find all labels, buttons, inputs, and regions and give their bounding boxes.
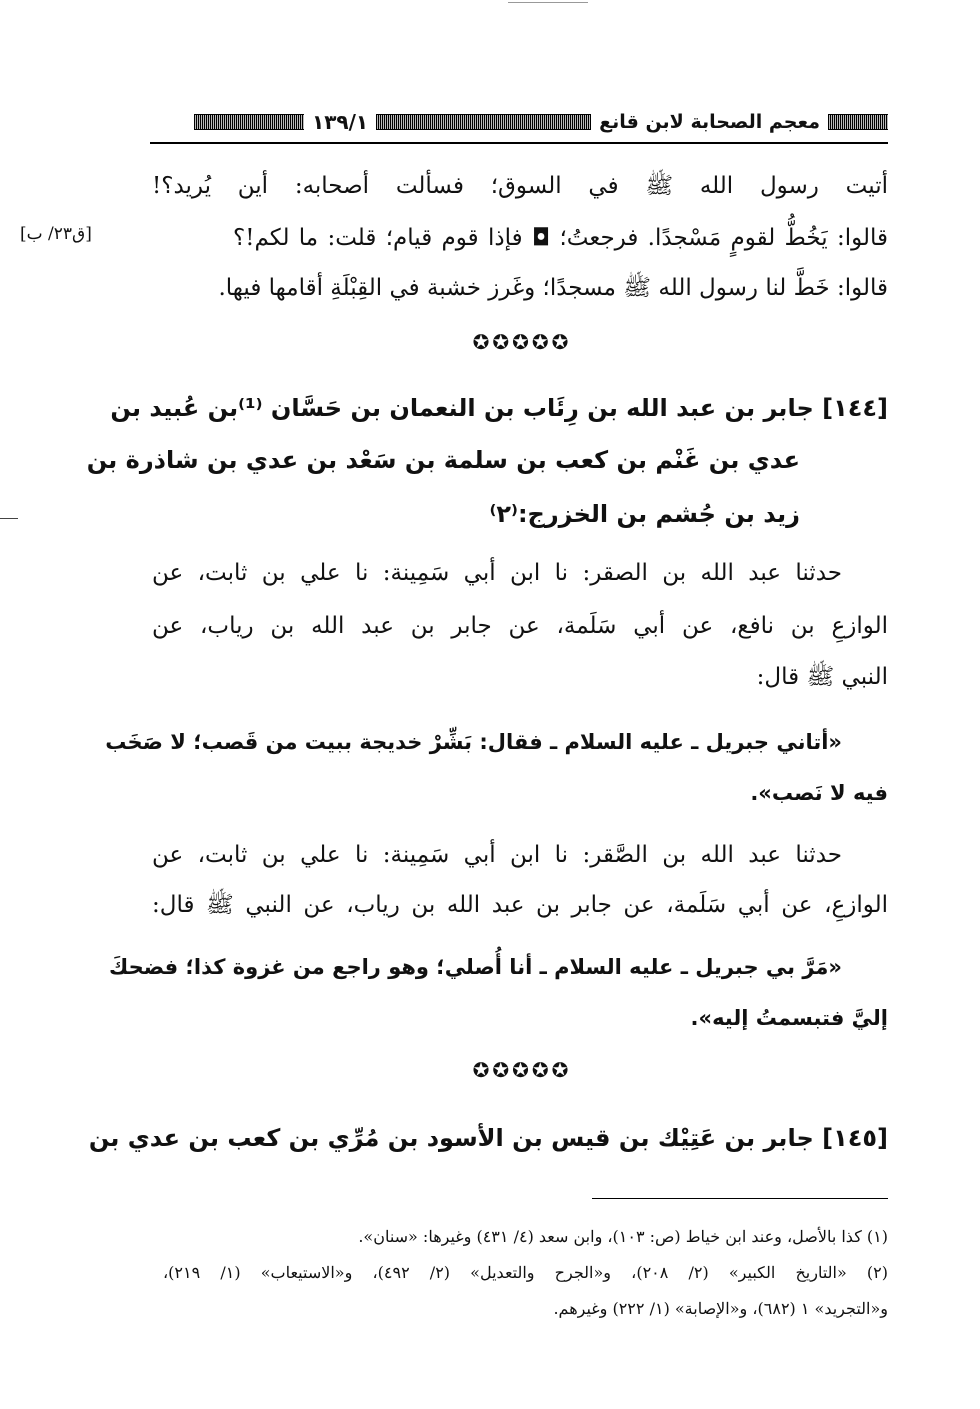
page-header: [150, 104, 888, 140]
footnote-line: (٢) «التاريخ الكبير» (٢/ ٢٠٨)، و«الجرح والتعديل» (٢/ ٤٩٢)، و«الاستيعاب» (١/ ٢١٩)،: [163, 1263, 889, 1282]
section-separator: ✪✪✪✪✪: [472, 330, 572, 354]
text-line: الوازعِ، عن أبي سَلَمة، عن جابر بن عبد الله بن رياب، عن النبي ﷺ قال:: [152, 892, 888, 918]
text-line: النبي ﷺ قال:: [756, 664, 888, 690]
scan-top-mark: [508, 2, 588, 3]
text-line: حدثنا عبد الله بن الصَّقر: نا ابن أبي سَمِينة: نا علي بن ثابت، عن: [152, 842, 842, 868]
scan-edge-mark: [0, 518, 18, 519]
hadith-line: «مَرَّ بي جبريل ـ عليه السلام ـ أنا أُصلي؛ وهو راجع من غزوة كذا؛ فضحكَ: [109, 955, 842, 979]
entry-heading-line: عدي بن غَنْم بن كعب بن سلمة بن سَعْد بن عدي بن شاذرة بن: [86, 446, 800, 474]
entry-heading-line: [١٤٥] جابر بن عَتِيْك بن قيس بن الأسود بن مُرِّي بن كعب بن عدي بن: [88, 1124, 888, 1152]
text-line: أتيت رسول الله ﷺ في السوق؛ فسألت أصحابه: أين يُريد؟!: [152, 173, 888, 199]
header-rule: [150, 142, 888, 144]
hadith-line: «أتاني جبريل ـ عليه السلام ـ فقال: بَشِّرْ خديجة ببيت من قَصب؛ لا صَخَب: [105, 730, 842, 754]
footnote-rule: [592, 1198, 888, 1199]
header-ornament-bar: [828, 114, 888, 130]
running-title: معجم الصحابة لابن قانع: [599, 111, 820, 133]
manuscript-folio-note: [ق٢٣/ ب]: [20, 224, 92, 244]
footnote-line: (١) كذا بالأصل، وعند ابن خياط (ص: ١٠٣)، وابن سعد (٤/ ٤٣١) وغيرها: «سنان».: [358, 1227, 888, 1246]
header-ornament-bar: [376, 114, 591, 130]
page-number: ١٣٩/١: [312, 110, 369, 134]
footnote-line: و«التجريد» ١ (٦٨٢)، و«الإصابة» (١/ ٢٢٢) وغيرهم.: [553, 1299, 888, 1318]
entry-heading-line: [١٤٤] جابر بن عبد الله بن رِئَاب بن النعمان بن حَسَّان ⁽¹⁾بن عُبيد بن: [110, 394, 888, 422]
hadith-line: فيه لا نَصب».: [750, 781, 888, 805]
text-line: حدثنا عبد الله بن الصقر: نا ابن أبي سَمِينة: نا علي بن ثابت، عن: [152, 560, 842, 586]
entry-heading-line: زيد بن جُشم بن الخزرج:⁽٢⁾: [489, 500, 800, 528]
section-separator: ✪✪✪✪✪: [472, 1058, 572, 1082]
text-line: قالوا: خَطَّ لنا رسول الله ﷺ مسجدًا؛ وغَرز خشبة في القِبْلَةِ أقامها فيها.: [218, 275, 888, 301]
text-line: قالوا: يَخُطُّ لقومٍ مَسْجدًا. فرجعتُ؛ ◘ فإذا قوم قيام؛ قلت: ما لكم!؟: [233, 225, 888, 251]
text-line: الوازعِ بن نافع، عن أبي سَلَمة، عن جابر بن عبد الله بن رياب، عن: [152, 613, 888, 639]
hadith-line: إليَّ فتبسمتُ إليه».: [690, 1006, 888, 1030]
header-ornament-bar: [194, 114, 304, 130]
